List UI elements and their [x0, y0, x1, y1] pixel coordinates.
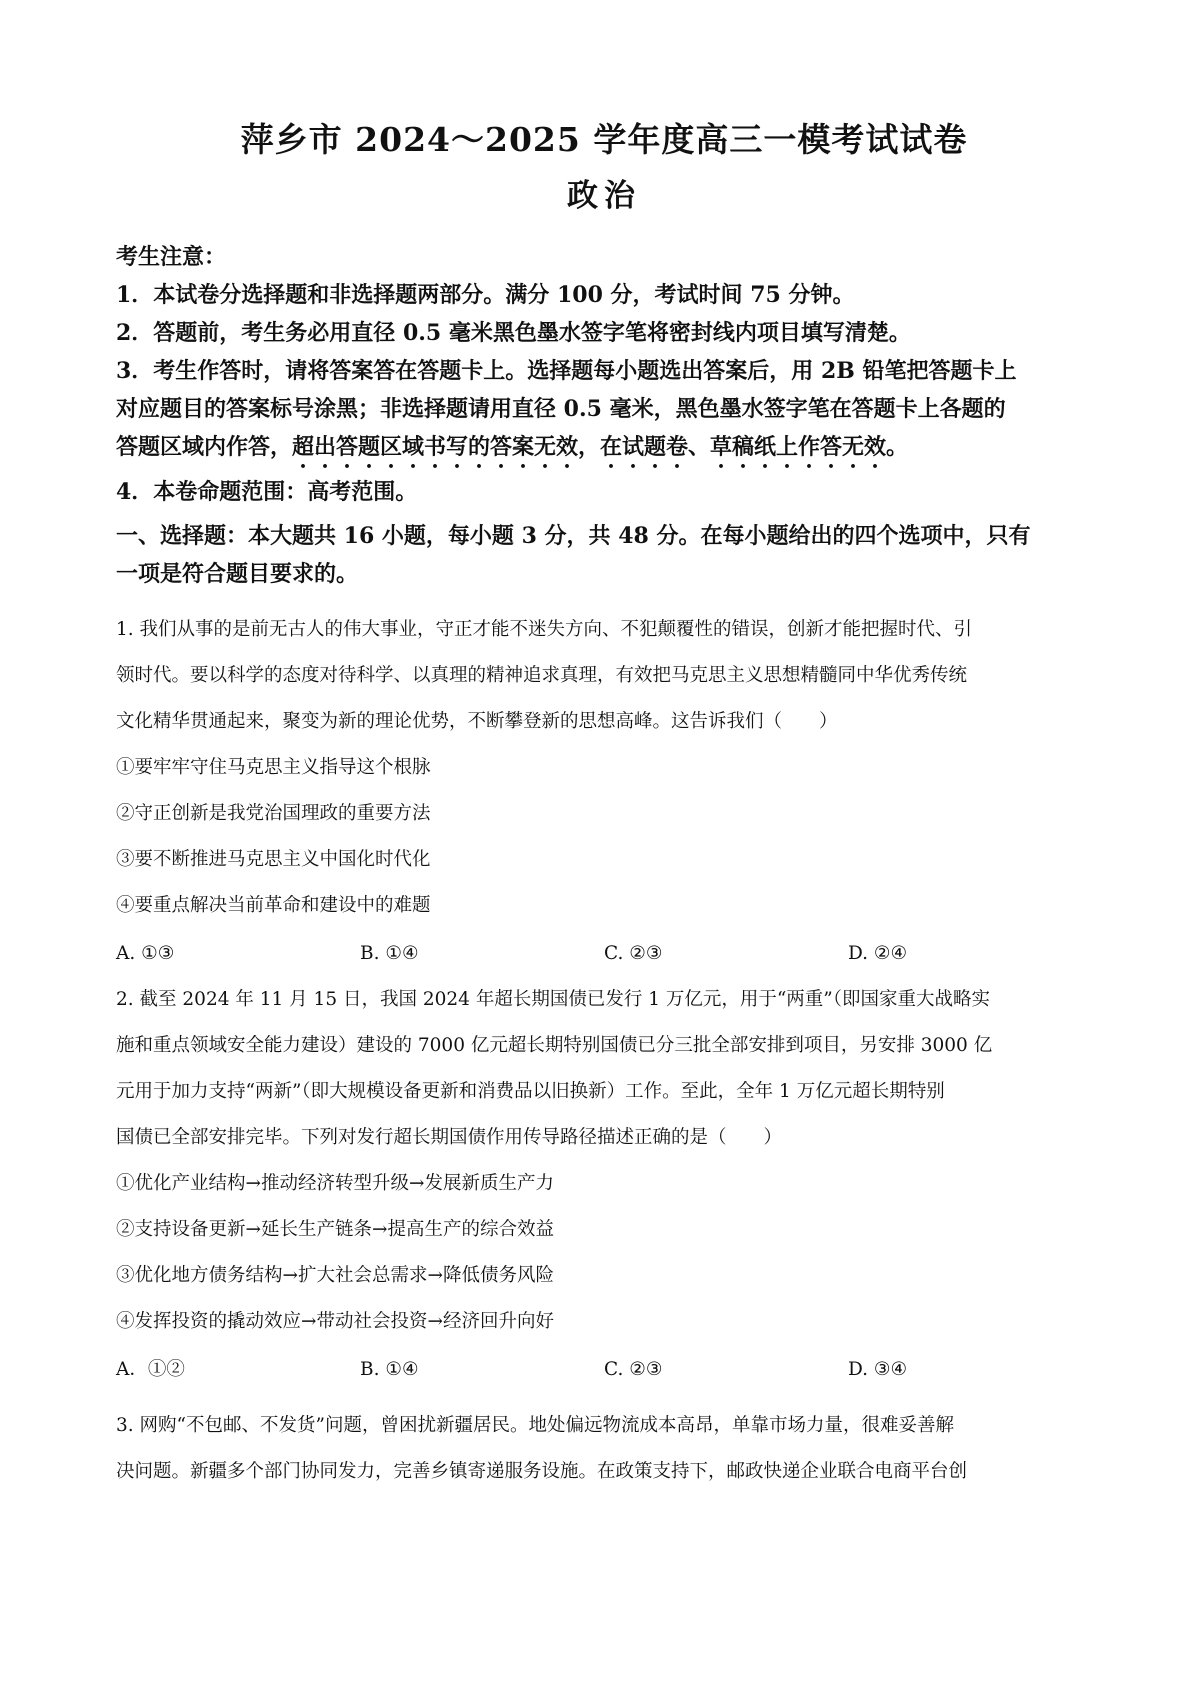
question-2-statement-1: ①优化产业结构→推动经济转型升级→发展新质生产力 — [116, 1173, 555, 1194]
question-1-choice-c: C. ②③ — [604, 943, 663, 964]
question-2-statement-2: ②支持设备更新→延长生产链条→提高生产的综合效益 — [116, 1219, 555, 1240]
question-2-line-4: 国债已全部安排完毕。下列对发行超长期国债作用传导路径描述正确的是（ ） — [116, 1127, 783, 1148]
question-2-choice-a: A．①② — [116, 1359, 185, 1380]
question-2-line-3: 元用于加力支持“两新”（即大规模设备更新和消费品以旧换新）工作。至此，全年 1 万亿元超长期特别 — [116, 1081, 945, 1102]
question-1-statement-2: ②守正创新是我党治国理政的重要方法 — [116, 803, 431, 824]
notice-item-3-end: 。 — [886, 434, 909, 460]
question-1-statement-3: ③要不断推进马克思主义中国化时代化 — [116, 849, 431, 870]
question-2-choice-b: B. ①④ — [360, 1359, 419, 1380]
question-1-line-2: 领时代。要以科学的态度对待科学、以真理的精神追求真理，有效把马克思主义思想精髓同中华优秀传统 — [116, 665, 968, 686]
question-1-line-1: 1. 我们从事的是前无古人的伟大事业，守正才能不迷失方向、不犯颠覆性的错误，创新才能把握时代、引 — [116, 619, 973, 640]
question-1-statement-1: ①要牢牢守住马克思主义指导这个根脉 — [116, 757, 431, 778]
notice-item-3-line-1: 3．考生作答时，请将答案答在答题卡上。选择题每小题选出答案后，用 2B 铅笔把答题卡上 — [116, 358, 1017, 384]
question-3-line-2: 决问题。新疆多个部门协同发力，完善乡镇寄递服务设施。在政策支持下，邮政快递企业联合电商平台创 — [116, 1461, 968, 1482]
notice-heading: 考生注意： — [116, 244, 227, 270]
question-2-line-2: 施和重点领域安全能力建设）建设的 7000 亿元超长期特别国债已分三批全部安排到项目，另安排 3000 亿 — [116, 1035, 993, 1056]
notice-item-2: 2．答题前，考生务必用直径 0.5 毫米黑色墨水签字笔将密封线内项目填写清楚。 — [116, 320, 911, 346]
notice-item-3-line-2: 对应题目的答案标号涂黑；非选择题请用直径 0.5 毫米，黑色墨水签字笔在答题卡上各题的 — [116, 396, 1006, 422]
question-1-choices — [116, 931, 1092, 977]
question-2-statement-3: ③优化地方债务结构→扩大社会总需求→降低债务风险 — [116, 1265, 555, 1286]
spacer — [116, 1393, 1092, 1403]
question-2-choices — [116, 1347, 1092, 1393]
notice-item-4: 4．本卷命题范围：高考范围。 — [116, 479, 418, 505]
question-2 — [116, 977, 1092, 1393]
question-1 — [116, 607, 1092, 977]
notice-item-3-emphasis: 超出答题区域书写的答案无效，在试题卷、草稿纸上作答无效 — [292, 434, 887, 460]
notice-item-1: 1．本试卷分选择题和非选择题两部分。满分 100 分，考试时间 75 分钟。 — [116, 282, 855, 308]
subject-title: 政治 — [567, 178, 641, 214]
candidate-notice — [116, 238, 1092, 511]
question-1-choice-b: B. ①④ — [360, 943, 419, 964]
question-2-choice-d: D. ③④ — [848, 1359, 908, 1380]
question-1-statement-4: ④要重点解决当前革命和建设中的难题 — [116, 895, 431, 916]
notice-item-3-line-3 — [116, 428, 1092, 473]
section-heading — [116, 517, 1092, 593]
section-heading-line-1: 一、选择题：本大题共 16 小题，每小题 3 分，共 48 分。在每小题给出的四个选项中，只有 — [116, 523, 1031, 549]
question-1-line-3: 文化精华贯通起来，聚变为新的理论优势，不断攀登新的思想高峰。这告诉我们（ ） — [116, 711, 838, 732]
question-2-line-1: 2. 截至 2024 年 11 月 15 日，我国 2024 年超长期国债已发行 1 万亿元，用于“两重”（即国家重大战略实 — [116, 989, 991, 1010]
question-2-choice-c: C. ②③ — [604, 1359, 663, 1380]
question-3 — [116, 1403, 1092, 1495]
notice-item-3-line-3-plain: 答题区域内作答， — [116, 434, 293, 460]
question-1-choice-d: D. ②④ — [848, 943, 908, 964]
question-2-statement-4: ④发挥投资的撬动效应→带动社会投资→经济回升向好 — [116, 1311, 555, 1332]
question-3-line-1: 3. 网购“不包邮、不发货”问题，曾困扰新疆居民。地处偏远物流成本高昂，单靠市场力量，很难妥善解 — [116, 1415, 954, 1436]
question-1-choice-a: A. ①③ — [116, 943, 175, 964]
section-heading-line-2: 一项是符合题目要求的。 — [116, 561, 359, 587]
exam-title: 萍乡市 2024～2025 学年度高三一模考试试卷 — [240, 120, 968, 159]
